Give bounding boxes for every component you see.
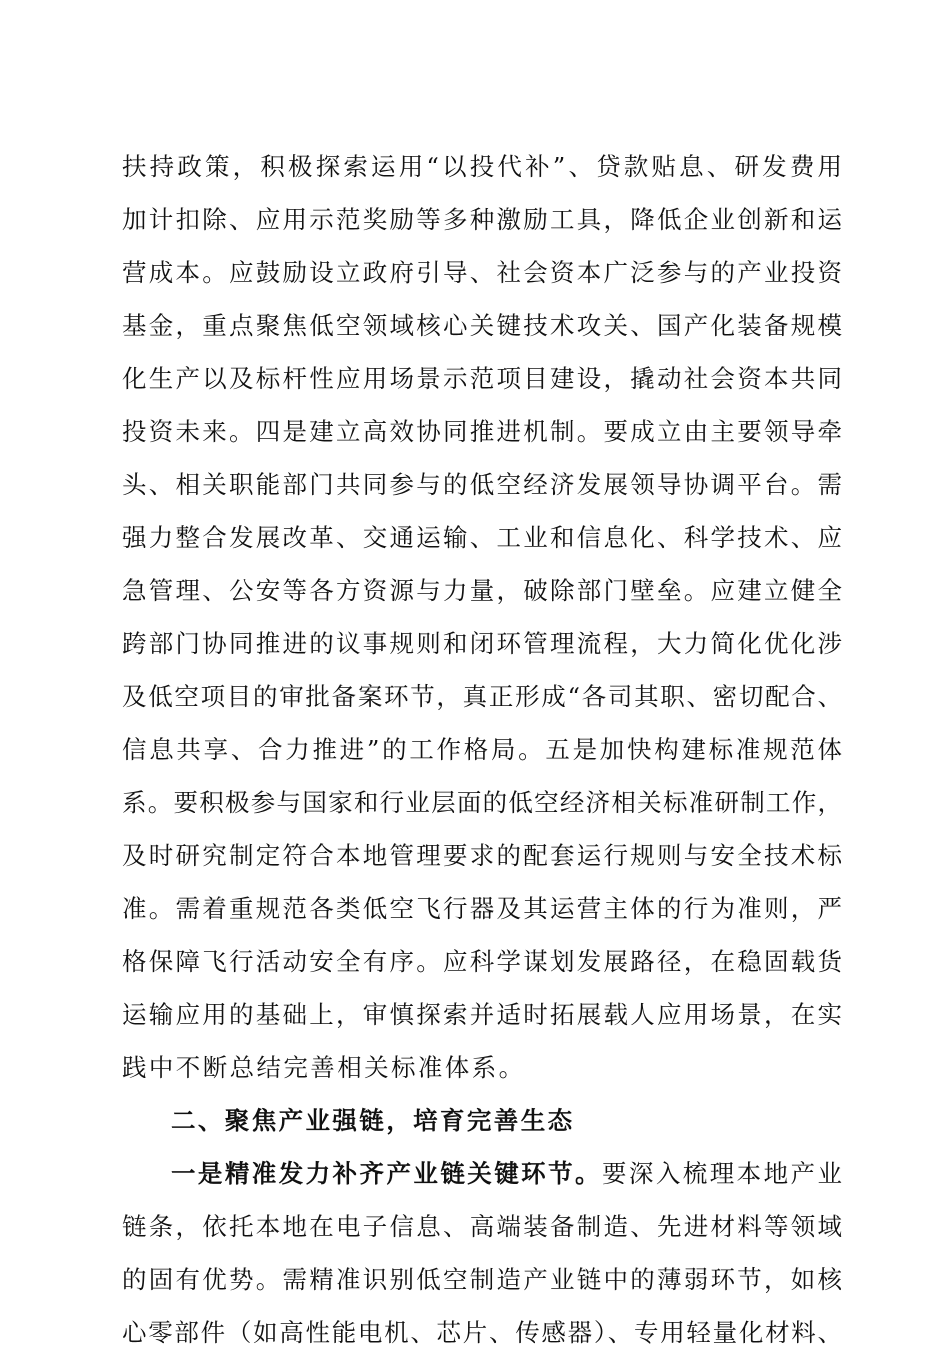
paragraph-line: 信息共享、合力推进”的工作格局。五是加快构建标准规范体 bbox=[122, 735, 842, 764]
paragraph-first-line-rest: 要深入梳理本地产业 bbox=[602, 1159, 842, 1188]
paragraph-line: 强力整合发展改革、交通运输、工业和信息化、科学技术、应 bbox=[122, 523, 842, 552]
paragraph-line: 的固有优势。需精准识别低空制造产业链中的薄弱环节，如核 bbox=[122, 1265, 842, 1294]
paragraph-line: 系。要积极参与国家和行业层面的低空经济相关标准研制工作， bbox=[122, 788, 842, 817]
paragraph-line: 加计扣除、应用示范奖励等多种激励工具，降低企业创新和运 bbox=[122, 205, 842, 234]
paragraph-line: 营成本。应鼓励设立政府引导、社会资本广泛参与的产业投资 bbox=[122, 258, 842, 287]
paragraph-line: 心零部件（如高性能电机、芯片、传感器）、专用轻量化材料、 bbox=[122, 1318, 842, 1347]
paragraph-line: 扶持政策，积极探索运用“以投代补”、贷款贴息、研发费用 bbox=[122, 152, 842, 181]
paragraph-line: 运输应用的基础上，审慎探索并适时拓展载人应用场景，在实 bbox=[122, 1000, 842, 1029]
paragraph-line: 准。需着重规范各类低空飞行器及其运营主体的行为准则，严 bbox=[122, 894, 842, 923]
paragraph-line: 跨部门协同推进的议事规则和闭环管理流程，大力简化优化涉 bbox=[122, 629, 842, 658]
document-body bbox=[122, 140, 842, 1359]
paragraph-line: 急管理、公安等各方资源与力量，破除部门壁垒。应建立健全 bbox=[122, 576, 842, 605]
paragraph-line: 投资未来。四是建立高效协同推进机制。要成立由主要领导牵 bbox=[122, 417, 842, 446]
paragraph-line: 化生产以及标杆性应用场景示范项目建设，撬动社会资本共同 bbox=[122, 364, 842, 393]
section-heading: 二、聚焦产业强链，培育完善生态 bbox=[171, 1106, 575, 1135]
paragraph-line: 头、相关职能部门共同参与的低空经济发展领导协调平台。需 bbox=[122, 470, 842, 499]
paragraph-line: 及低空项目的审批备案环节，真正形成“各司其职、密切配合、 bbox=[122, 682, 842, 711]
paragraph-first-line bbox=[122, 1147, 842, 1200]
paragraph-line: 及时研究制定符合本地管理要求的配套运行规则与安全技术标 bbox=[122, 841, 842, 870]
paragraph-line: 格保障飞行活动安全有序。应科学谋划发展路径，在稳固载货 bbox=[122, 947, 842, 976]
paragraph-line: 践中不断总结完善相关标准体系。 bbox=[122, 1053, 526, 1082]
paragraph-line: 链条，依托本地在电子信息、高端装备制造、先进材料等领域 bbox=[122, 1212, 842, 1241]
paragraph-line: 基金，重点聚焦低空领域核心关键技术攻关、国产化装备规模 bbox=[122, 311, 842, 340]
paragraph-subhead: 一是精准发力补齐产业链关键环节。 bbox=[171, 1159, 602, 1188]
